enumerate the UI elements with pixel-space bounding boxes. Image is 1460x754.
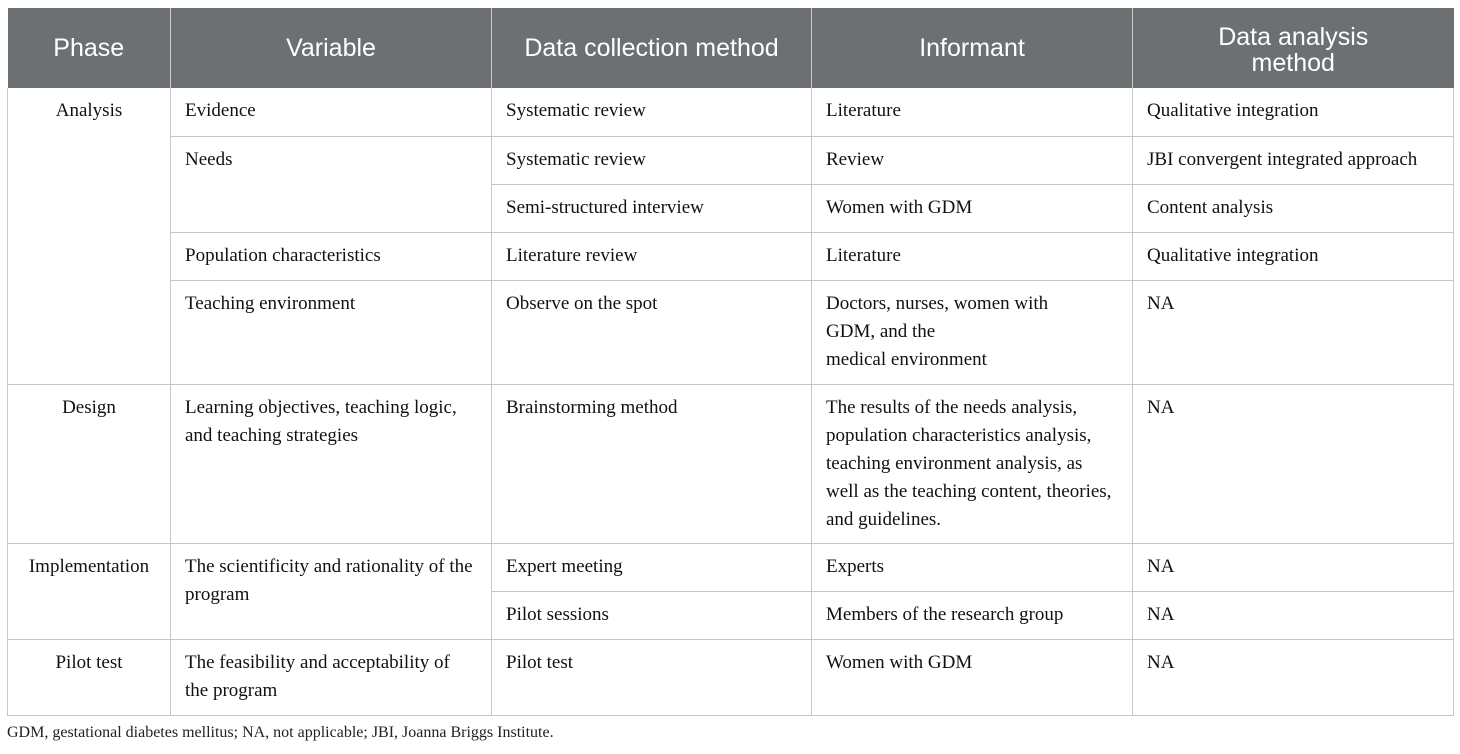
informant-line: medical environment <box>826 348 987 370</box>
analysis-cell: NA <box>1133 543 1454 591</box>
variable-cell: The scientificity and rationality of the program <box>171 543 492 639</box>
table-row <box>8 136 1454 184</box>
table-footnote: GDM, gestational diabetes mellitus; NA, not applicable; JBI, Joanna Briggs Institute. <box>7 724 554 741</box>
header-data-analysis-method: Data analysis method <box>1133 8 1454 88</box>
variable-cell: Teaching environment <box>171 280 492 384</box>
analysis-cell: NA <box>1133 591 1454 639</box>
informant-cell: Review <box>812 136 1133 184</box>
phase-cell: Implementation <box>8 543 171 639</box>
header-data-collection-method: Data collection method <box>492 8 812 88</box>
informant-line: Doctors, nurses, women with <box>826 292 1049 314</box>
variable-cell: Population characteristics <box>171 232 492 280</box>
method-cell: Semi-structured interview <box>492 184 812 232</box>
method-cell: Pilot test <box>492 639 812 715</box>
analysis-cell: Qualitative integration <box>1133 232 1454 280</box>
informant-cell: The results of the needs analysis, population characteristics analysis, teaching environment analysis, as well as the teaching content, theories, and guidelines. <box>812 384 1133 543</box>
phase-cell: Design <box>8 384 171 543</box>
table-row <box>8 232 1454 280</box>
method-cell: Observe on the spot <box>492 280 812 384</box>
analysis-cell: NA <box>1133 639 1454 715</box>
informant-cell <box>812 280 1133 384</box>
analysis-cell: Content analysis <box>1133 184 1454 232</box>
header-phase: Phase <box>8 8 171 88</box>
informant-line: GDM, and the <box>826 320 936 342</box>
method-cell: Systematic review <box>492 136 812 184</box>
informant-cell: Women with GDM <box>812 184 1133 232</box>
phase-cell: Analysis <box>8 88 171 384</box>
analysis-cell: NA <box>1133 280 1454 384</box>
variable-cell: Evidence <box>171 88 492 136</box>
table-row <box>8 639 1454 715</box>
informant-cell: Women with GDM <box>812 639 1133 715</box>
table-row <box>8 280 1454 384</box>
method-cell: Brainstorming method <box>492 384 812 543</box>
study-design-table <box>7 8 1454 716</box>
header-informant: Informant <box>812 8 1133 88</box>
method-cell: Literature review <box>492 232 812 280</box>
variable-cell: Learning objectives, teaching logic, and teaching strategies <box>171 384 492 543</box>
informant-cell: Experts <box>812 543 1133 591</box>
table-row <box>8 543 1454 591</box>
method-cell: Systematic review <box>492 88 812 136</box>
method-cell: Expert meeting <box>492 543 812 591</box>
analysis-cell: Qualitative integration <box>1133 88 1454 136</box>
header-variable: Variable <box>171 8 492 88</box>
variable-cell: The feasibility and acceptability of the program <box>171 639 492 715</box>
table-row <box>8 88 1454 136</box>
method-cell: Pilot sessions <box>492 591 812 639</box>
analysis-cell: NA <box>1133 384 1454 543</box>
header-row <box>8 8 1454 88</box>
informant-cell: Members of the research group <box>812 591 1133 639</box>
informant-cell: Literature <box>812 232 1133 280</box>
variable-cell: Needs <box>171 136 492 232</box>
informant-cell: Literature <box>812 88 1133 136</box>
phase-cell: Pilot test <box>8 639 171 715</box>
table-container <box>7 8 1453 716</box>
table-row <box>8 384 1454 543</box>
analysis-cell: JBI convergent integrated approach <box>1133 136 1454 184</box>
